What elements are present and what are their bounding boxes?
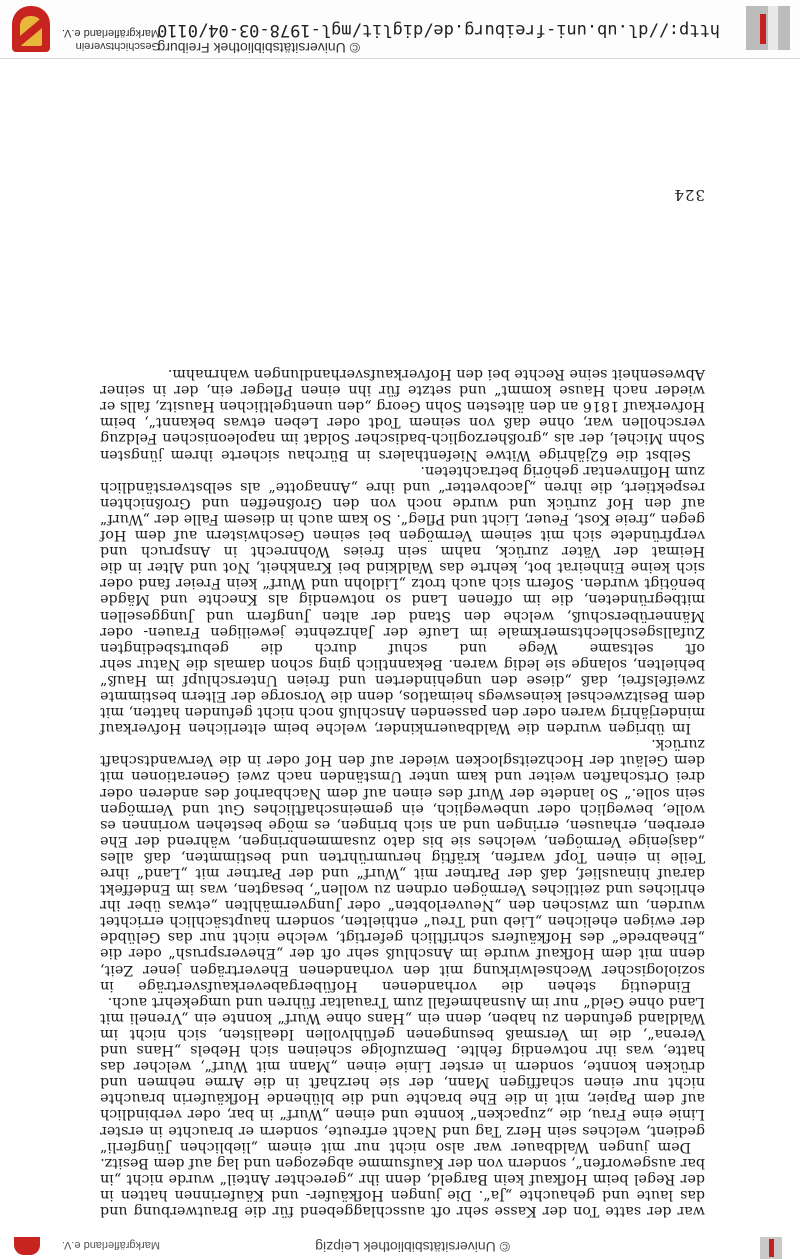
library-logo-icon [760,1237,782,1259]
library-logo-icon [746,6,790,50]
paragraph: Selbst die 62jährige Witwe Niefenthalers in Bürchau sicherte ihrem jüngsten Sohn Michel, der als „großherzoglich-badischer Soldat im napoleonischen Feldzug verschollen war, ohne daß von seinem Todt oder Leben etwas bekannt“, beim Hofverkauf 1816 an den ältesten Sohn Georg „den unentgeltlichen Hausitz, falls er wieder nach Hause kommt“ und setzte für ihn einen Pfleger ein, der in seiner Abwesenheit seine Rechte bei den Hofverkaufsverhandlungen wahrnahm. [100,366,705,463]
footer-copyright: © Universitätsbibliothek Freiburg [157,40,360,56]
crest-icon [14,1237,40,1255]
crest-icon [12,6,50,52]
paragraph: Eindeutig stehen die vorhandenen Hofübergabeverkaufsverträge in soziologischer Wechselwirkung mit den vorhandenen Eheverträgen jener Zeit, denn mit dem Hofkauf wurde im Anschluß sehr oft der „Eheversprush“ oder die „Eheabrede“ des Hofkäufers schriftlich gefertigt, welche nicht nur das Gelübde der ewigen ehelichen „Lieb und Treu“ enthielten, sondern hauptsächlich errichtet wurden, um zwischen den „Neuverlobten“ oder Jungvermählten „etwas über ihr ehrliches und zeitliches Vermögen ordnen zu wollen“, besagten, was im Endeffekt darauf hinauslief, daß der Partner mit „Wurf“ und der Partner mit „Land“ ihre Teile in einen Topf warfen, kräftig herumrührten und bestimmten, daß alles „dasjenige Vermögen, welches sie bis dato zusammenbringen, während der Ehe ererben, erhausen, erringen und an sich bringen, es möge bestehen worinnen es wolle, beweglich oder unbeweglich, ein gemeinschaftliches Gut und Vermögen sein solle.“ So landete der Wurf des einen auf dem Nachbarhof des anderen oder drei Ortschaften weiter und kam unter Umständen nach zwei Generationen mit dem Geläut der Hochzeitsglocken wieder auf den Hof oder in die Verwandtschaft zurück. [100,736,705,994]
paragraph: Im übrigen wurden die Waldbauernkinder, welche beim elterlichen Hofverkauf minderjährig waren oder den passenden Anschluß noch nicht gefunden hatten, mit dem Besitzwechsel keineswegs heimatlos, denn die Vorsorge der Eltern bestimmte zweifelsfrei, daß „diese den ungehinderten und freien Unterschlupf im Hauß“ behielten, solange sie ledig waren. Bekanntlich ging schon damals die Natur sehr oft seltsame Wege und schuf durch die geburtsbedingten Zufallsgeschlechtsmerkmale im Laufe der Jahrzehnte jeweiligen Frauen- oder Männerüberschuß, welche den Stand der alten Jungfern und Junggesellen mitbegründeten, die im offenen Land so notwendig als Knechte und Mägde benötigt wurden. Sofern sich auch trotz „Lidlohn und Wurf“ kein Freier fand oder sich keine Einheirat bot, kehrte das Waldkind bei Krankheit, Not und Alter in die Heimat der Väter zurück, nahm sein freies Wohnrecht in Anspruch und verpfründete sich mit seinem Vermögen bei seinen Geschwistern auf dem Hof gegen „freie Kost, Feuer, Licht und Pfleg“. So kam auch in diesem Falle der „Wurf“ auf den Hof zurück und wurde noch von den Großneffen und Großnichten respektiert, die ihren „Jacobvetter“ und ihre „Annagotte“ als selbstverständlich zum Hofinventar gehörig betrachteten. [100,462,705,737]
paragraph: war der satte Ton der Kasse sehr oft ausschlaggebend für die Brautwerbung und das laute und gehauchte „Ja“. Die jungen Hofkäufer- und Käuferinnen hatten in der Regel beim Hofkauf kein Bargeld, denn ihr „gerechter Anteil“ wurde nicht „in bar ausgeworfen“, sondern von der Kaufsumme abgezogen und lag auf dem Besitz. [100,1154,705,1219]
page-footer-strip [0,0,800,59]
page-number: 324 [673,186,705,204]
footer-org: Geschichtsverein Markgräflerland e.V. [61,27,160,52]
header-copyright: © Universitätsbibliothek Leipzig [315,1239,510,1255]
header-org: Markgräflerland e.V. [61,1239,160,1251]
page-header-strip [0,1233,800,1259]
page-body [100,366,705,1219]
source-url-link[interactable]: http://dl.ub.uni-freiburg.de/diglit/mgl-1978-03-04/0110 [157,20,720,40]
paragraph: Dem jungen Waldbauer war also nicht nur mit einem „lieblichen Jüngferli“ gedient, welches sein Herz Tag und Nacht erfreute, sondern er brauchte in erster Linie eine Frau, die „zupacken“ konnte und einen „Wurf“ in bar, oder verbindlich auf dem Papier, mit in die Ehe brachte und die blühende Hofkäuferin brauchte nicht nur einen schaffigen Mann, der sie herzhaft in die Arme nehmen und drücken konnte, sondern in erster Linie einen „Mann mit Wurf“, welcher das hatte, was ihr notwendig fehlte. Demzufolge scheinen sich Hebels „Hans und Verena“, die im Versmaß besungenen gefühlvollen Idealisten, sich nicht im Waldland gefunden zu haben, denn ein „Hans ohne Wurf“ konnte ein „Vreneli mit Land ohne Geld“ nur im Ausnahmefall zum Traualtar führen und umgekehrt auch. [100,993,705,1155]
